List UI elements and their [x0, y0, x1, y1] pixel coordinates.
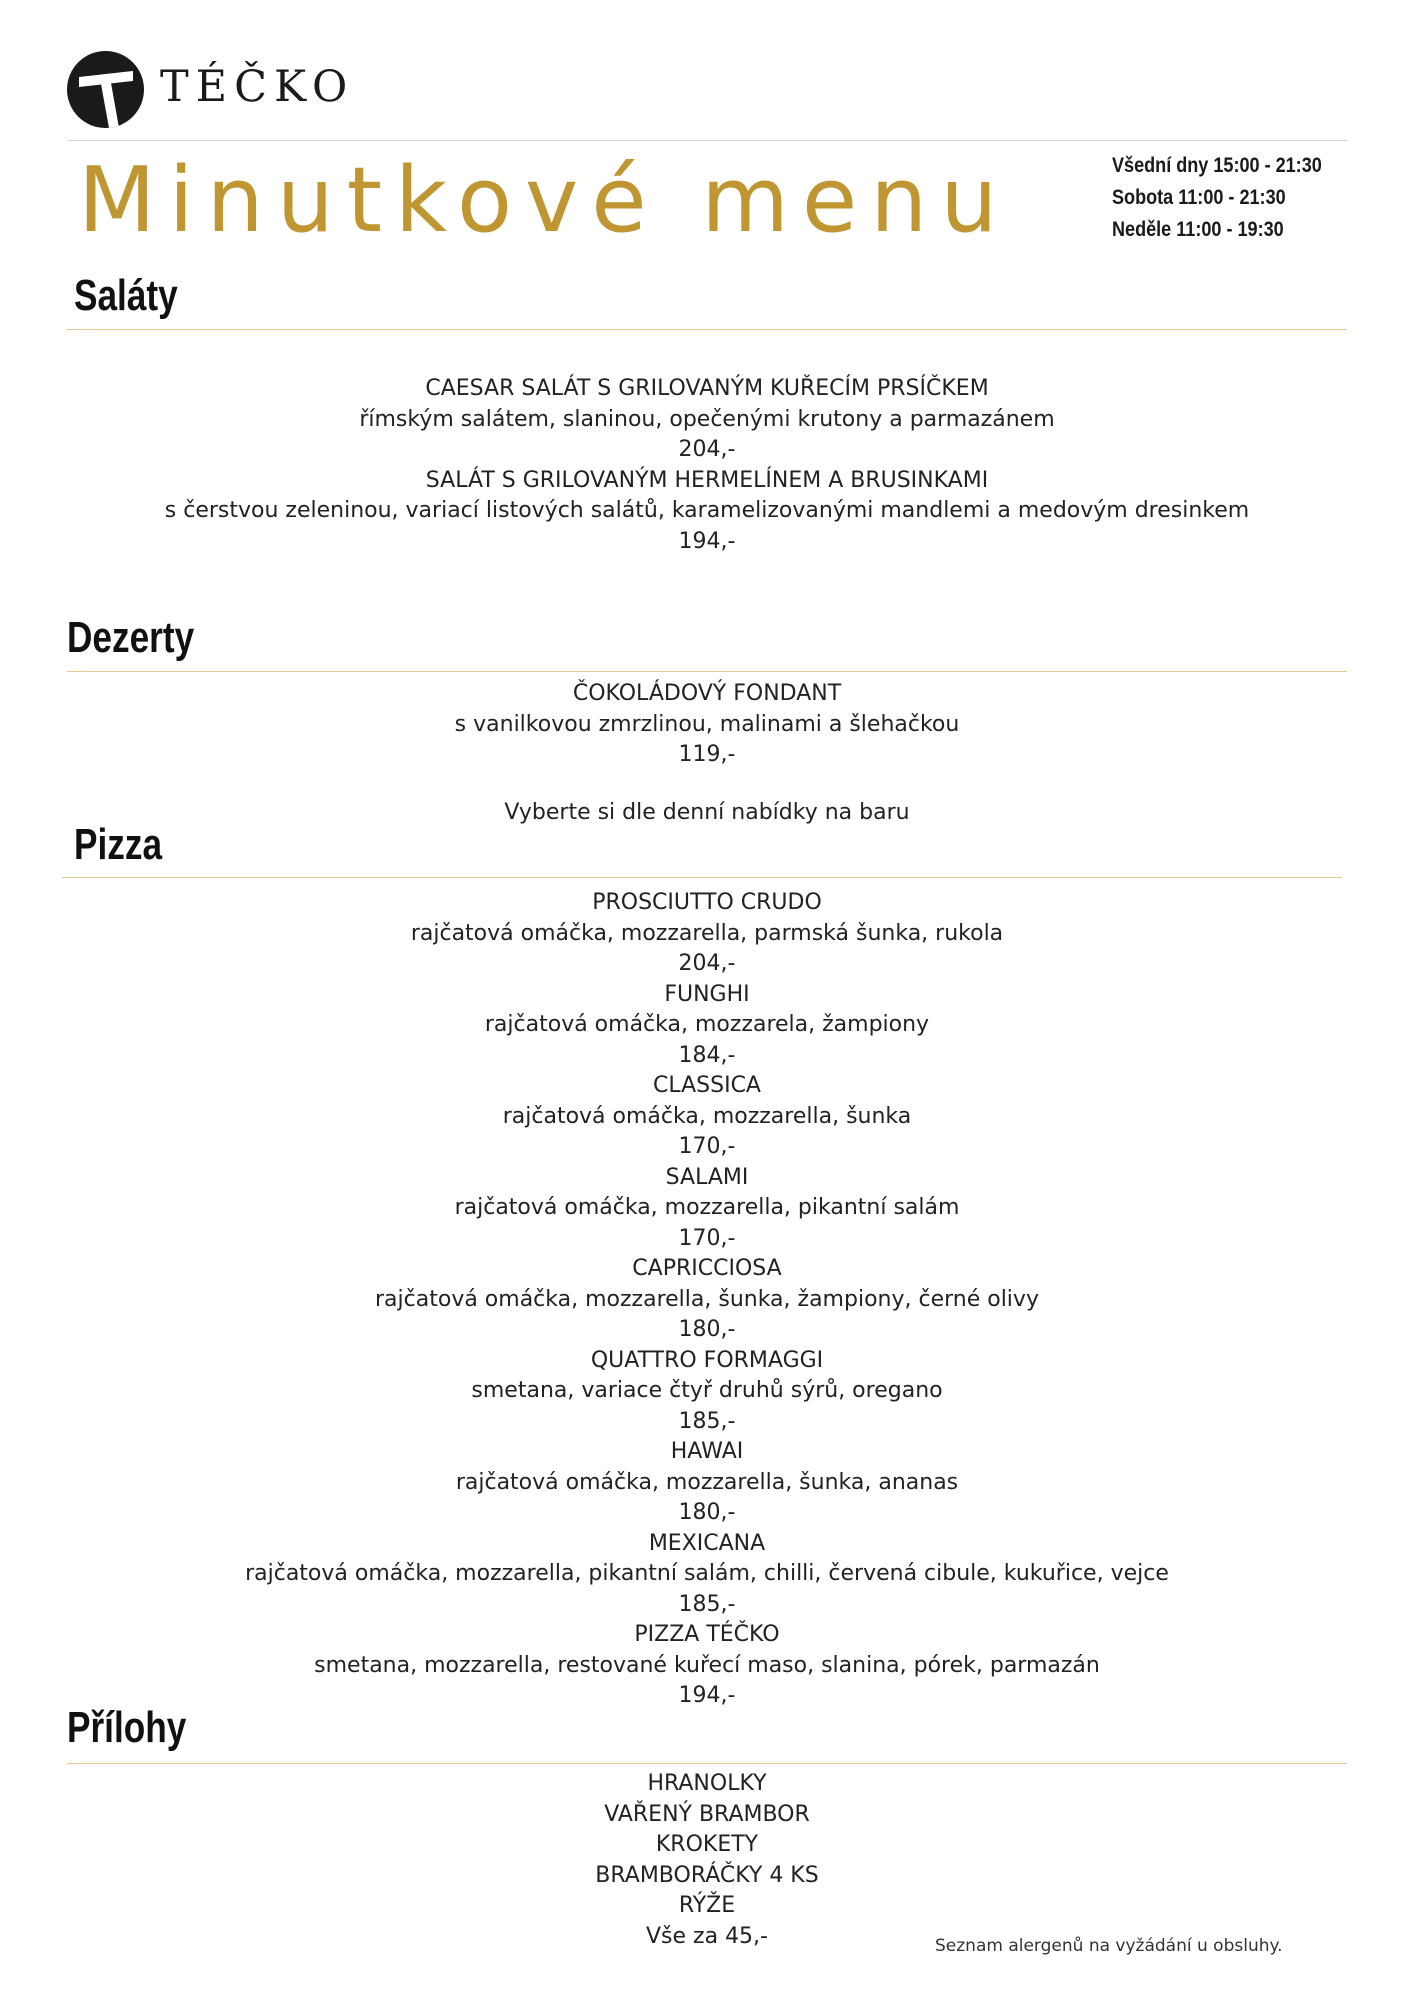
- side-price: Vše za 45,-: [646, 1923, 768, 1949]
- menu-item-desc: s čerstvou zeleninou, variací listových salátů, karamelizovanými mandlemi a medovým dresinkem: [164, 498, 1250, 523]
- menu-item-price: 204,-: [678, 951, 736, 976]
- menu-item-desc: rajčatová omáčka, mozzarella, pikantní salám, chilli, červená cibule, kukuřice, vejce: [245, 1561, 1169, 1586]
- menu-item-name: PROSCIUTTO CRUDO: [592, 890, 822, 915]
- menu-item-desc: rajčatová omáčka, mozzarela, žampiony: [484, 1012, 930, 1037]
- dezerty-list: [0, 679, 1414, 771]
- brand-logo: [67, 51, 144, 128]
- hours-weekdays: Všední dny 15:00 - 21:30: [1112, 154, 1322, 177]
- side-item: RÝŽE: [678, 1893, 736, 1918]
- menu-item-desc: rajčatová omáčka, mozzarella, parmská šunka, rukola: [410, 920, 1004, 946]
- menu-item-price: 185,-: [678, 1591, 736, 1617]
- brand-name: TÉČKO: [160, 62, 355, 112]
- menu-item-price: 170,-: [678, 1225, 736, 1251]
- menu-item-name: FUNGHI: [664, 981, 750, 1007]
- menu-item-price: 119,-: [678, 742, 736, 767]
- menu-item-price: 194,-: [678, 1683, 736, 1708]
- menu-item-name: CLASSICA: [652, 1073, 761, 1098]
- section-divider: [67, 671, 1347, 672]
- t-logo-icon: [67, 51, 144, 128]
- menu-item-name: CAESAR SALÁT S GRILOVANÝM KUŘECÍM PRSÍČKEM: [425, 376, 989, 401]
- menu-item-price: 194,-: [678, 528, 736, 554]
- menu-item-desc: rajčatová omáčka, mozzarella, šunka, žampiony, černé olivy: [375, 1286, 1039, 1312]
- menu-item-name: ČOKOLÁDOVÝ FONDANT: [572, 681, 842, 706]
- menu-item-name: SALAMI: [665, 1164, 749, 1190]
- section-divider: [67, 1763, 1347, 1764]
- menu-item-name: CAPRICCIOSA: [632, 1256, 782, 1281]
- side-item: HRANOLKY: [647, 1771, 767, 1796]
- menu-item-name: QUATTRO FORMAGGI: [590, 1347, 824, 1373]
- menu-item-name: HAWAI: [670, 1439, 744, 1464]
- menu-item-price: 185,-: [678, 1408, 736, 1434]
- menu-item-desc: římským salátem, slaninou, opečenými krutony a parmazánem: [359, 406, 1055, 432]
- section-title-pizza: Pizza: [74, 820, 163, 869]
- opening-hours: [1112, 150, 1322, 246]
- side-item: VAŘENÝ BRAMBOR: [604, 1801, 810, 1827]
- side-item: KROKETY: [655, 1832, 759, 1857]
- menu-item-price: 184,-: [678, 1042, 736, 1068]
- menu-item-desc: rajčatová omáčka, mozzarella, šunka: [502, 1103, 912, 1129]
- menu-item-price: 170,-: [678, 1134, 736, 1159]
- salaty-list: [0, 374, 1414, 557]
- page-title: Minutkové menu: [78, 148, 1011, 253]
- menu-item-price: 180,-: [678, 1317, 736, 1342]
- section-title-dezerty: Dezerty: [67, 613, 195, 662]
- dezerty-note: Vyberte si dle denní nabídky na baru: [504, 800, 910, 825]
- section-divider: [67, 329, 1347, 330]
- menu-item-name: MEXICANA: [648, 1530, 766, 1556]
- menu-item-desc: smetana, mozzarella, restované kuřecí maso, slanina, pórek, parmazán: [314, 1652, 1100, 1678]
- hours-sunday: Neděle 11:00 - 19:30: [1112, 218, 1284, 241]
- hours-saturday: Sobota 11:00 - 21:30: [1112, 186, 1286, 209]
- menu-item-desc: rajčatová omáčka, mozzarella, šunka, ananas: [455, 1469, 959, 1495]
- menu-item-desc: s vanilkovou zmrzlinou, malinami a šlehačkou: [454, 711, 960, 737]
- header-divider: [67, 140, 1347, 141]
- prilohy-list: [0, 1769, 1414, 1952]
- menu-item-price: 180,-: [678, 1500, 736, 1525]
- pizza-list: [0, 888, 1414, 1712]
- menu-item-price: 204,-: [678, 437, 736, 462]
- menu-item-name: SALÁT S GRILOVANÝM HERMELÍNEM A BRUSINKAMI: [425, 467, 989, 493]
- allergens-note: Seznam alergenů na vyžádání u obsluhy.: [935, 1936, 1283, 1956]
- section-divider: [62, 877, 1342, 878]
- section-title-prilohy: Přílohy: [67, 1703, 187, 1752]
- side-item: BRAMBORÁČKY 4 KS: [595, 1862, 819, 1888]
- section-title-salaty: Saláty: [74, 271, 178, 320]
- menu-item-desc: rajčatová omáčka, mozzarella, pikantní salám: [454, 1195, 960, 1220]
- menu-item-name: PIZZA TÉČKO: [634, 1622, 780, 1647]
- menu-item-desc: smetana, variace čtyř druhů sýrů, oregano: [471, 1378, 943, 1403]
